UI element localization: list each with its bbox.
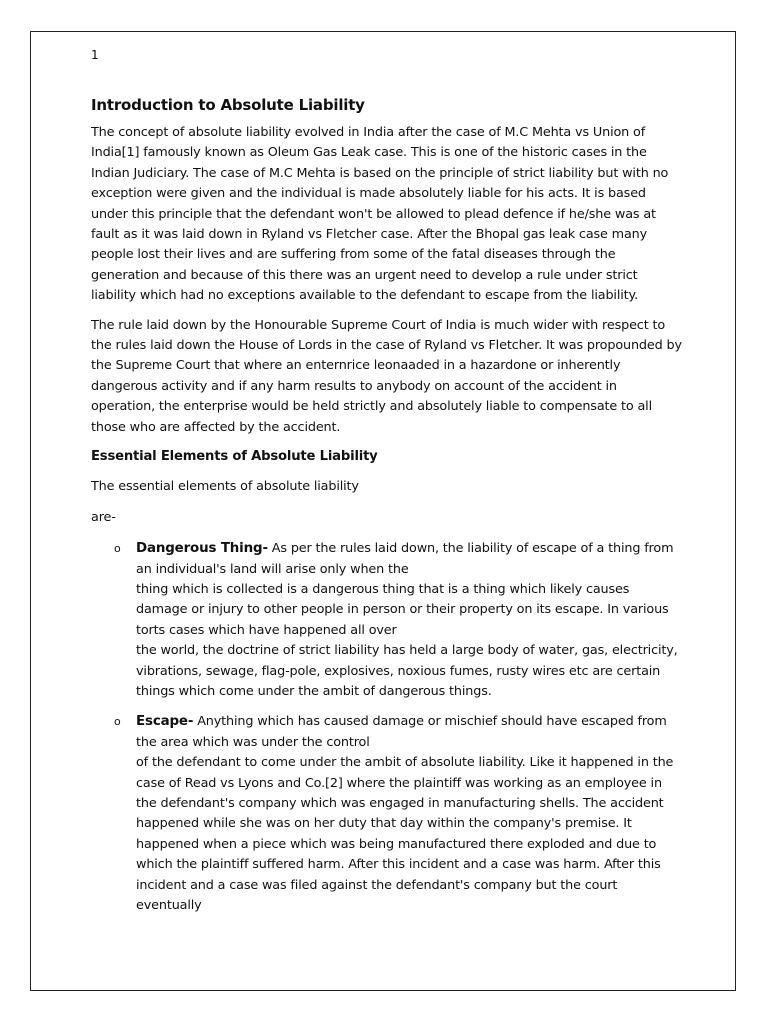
intro-paragraph-1: The concept of absolute liability evolved in India after the case of M.C Mehta vs Union of India[1] famously known as Oleum Gas Leak case. This is one of the historic cases in the Indian Judiciary. The case of M.C Mehta is based on the principle of strict liability but with no exception were given and the individual is made absolutely liable for his acts. It is based under this principle that the defendant won't be allowed to plead defence if he/she was at fault as it was laid down in Ryland vs Fletcher case. After the Bhopal gas leak case many people lost their lives and are suffering from some of the fatal diseases through the generation and because of this there was an urgent need to develop a rule under strict liability which had no exceptions available to the defendant to escape from the liability.: [91, 125, 669, 304]
list-item: [91, 712, 683, 916]
section-heading: Essential Elements of Absolute Liability: [91, 449, 378, 465]
elements-list: [91, 539, 683, 916]
element-name: Dangerous Thing-: [136, 541, 268, 557]
element-text-line: thing which is collected is a dangerous thing that is a thing which likely causes damage or injury to other people in person or their property on its escape. In various torts cases which have happened all over: [136, 581, 669, 638]
page-number: 1: [91, 48, 99, 62]
element-text-line: the world, the doctrine of strict liability has held a large body of water, gas, electricity, vibrations, sewage, flag-pole, explosives, noxious fumes, rusty wires etc are certain things which come under the ambit of dangerous things.: [136, 643, 678, 699]
intro-paragraph-2: The rule laid down by the Honourable Supreme Court of India is much wider with respect to the rules laid down the House of Lords in the case of Ryland vs Fletcher. It was propounded by the Supreme Court that where an enternrice leonaaded in a hazardone or inherently dangerous activity and if any harm results to anybody on account of the accident in operation, the enterprise would be held strictly and absolutely liable to compensate to all those who are affected by the accident.: [91, 317, 682, 435]
bullet-icon: o: [114, 542, 121, 556]
element-text-first-line: As per the rules laid down, the liability of escape of a thing from an individual's land will arise only when the: [136, 541, 674, 577]
elements-intro-line: The essential elements of absolute liability: [91, 479, 359, 495]
elements-intro-continuation: are-: [91, 510, 116, 526]
document-page: [30, 31, 736, 991]
element-name: Escape-: [136, 714, 194, 730]
document-title: Introduction to Absolute Liability: [91, 96, 365, 114]
bullet-icon: o: [114, 715, 121, 729]
list-item: [91, 539, 683, 702]
element-text-line: of the defendant to come under the ambit of absolute liability. Like it happened in the case of Read vs Lyons and Co.[2] where the plaintiff was working as an employee in the defendant's company which was engaged in manufacturing shells. The accident happened while she was on her duty that day within the company's premise. It happened when a piece which was being manufactured there exploded and due to which the plaintiff suffered harm. After this incident and a case was harm. After this incident and a case was filed against the defendant's company but the court eventually: [136, 755, 674, 913]
page-content: [91, 47, 683, 926]
element-text-first-line: Anything which has caused damage or mischief should have escaped from the area which was under the control: [136, 714, 667, 750]
